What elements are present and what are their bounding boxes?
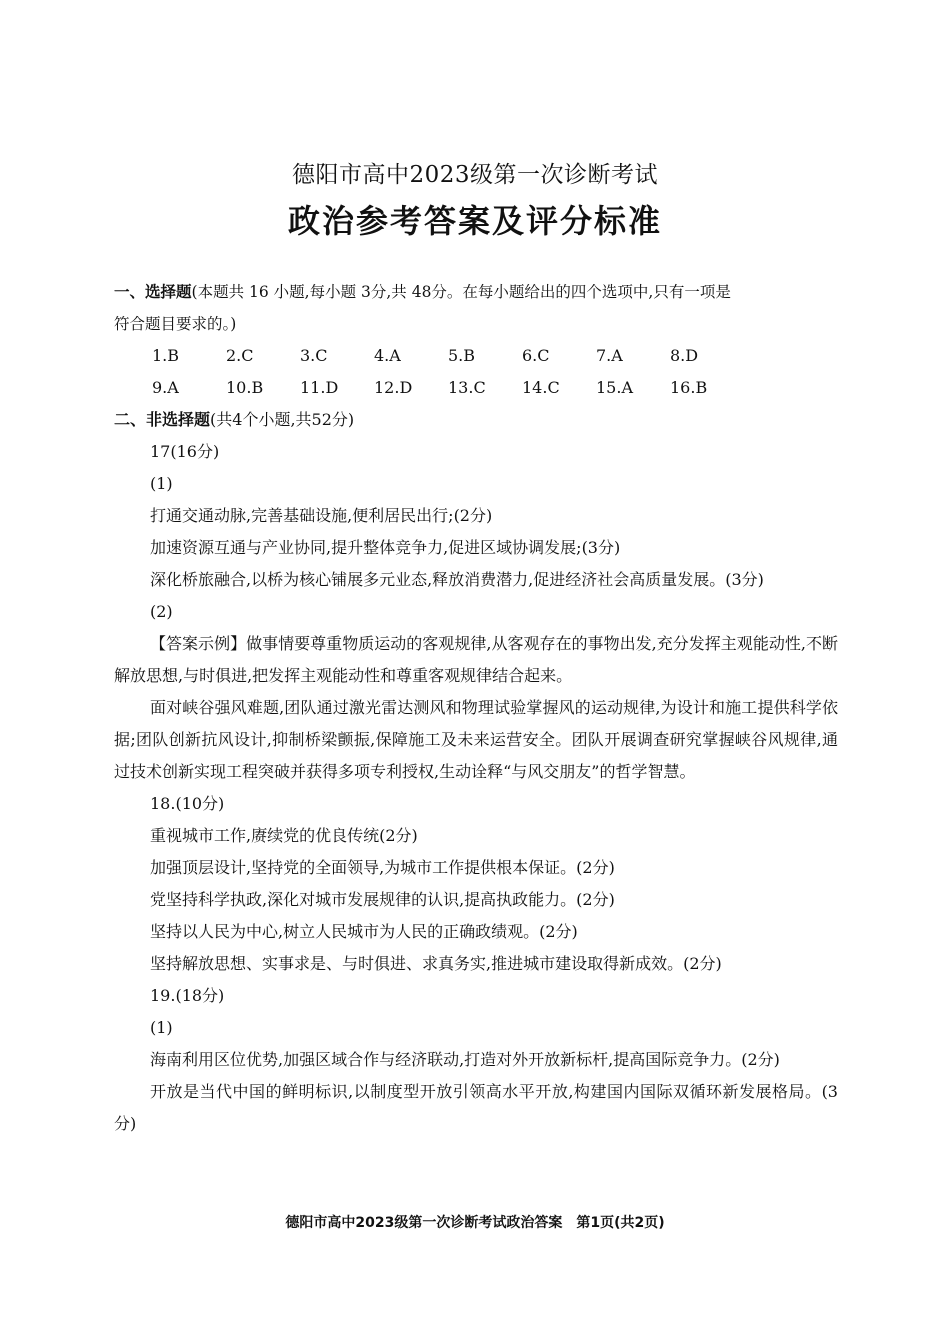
choice-answer: 2.C: [226, 346, 254, 365]
choice-answer: 11.D: [300, 378, 339, 397]
q17-answer-point: 深化桥旅融合,以桥为核心铺展多元业态,释放消费潜力,促进经济社会高质量发展。(3分): [150, 570, 764, 589]
q18-answer-point: 加强顶层设计,坚持党的全面领导,为城市工作提供根本保证。(2分): [150, 858, 615, 877]
choice-answer: 8.D: [670, 346, 699, 365]
q17-answer-point: 加速资源互通与产业协同,提升整体竞争力,促进区域协调发展;(3分): [150, 538, 621, 557]
choice-answer: 16.B: [670, 378, 708, 397]
choice-answer: 6.C: [522, 346, 550, 365]
choice-answer: 9.A: [152, 378, 179, 397]
choice-answer: 5.B: [448, 346, 476, 365]
section1-heading: 一、选择题: [114, 283, 192, 301]
section2-intro: [114, 404, 838, 436]
document-title: 政治参考答案及评分标准: [287, 202, 662, 240]
q19-part1-label: (1): [150, 1018, 173, 1037]
choice-answer: 4.A: [374, 346, 401, 365]
section2-desc: (共4个小题,共52分): [210, 410, 355, 429]
q19-answer-point: 开放是当代中国的鲜明标识,以制度型开放引领高水平开放,构建国内国际双循环新发展格局。(3分): [114, 1082, 838, 1133]
q17-label: 17(16分): [150, 442, 220, 461]
choice-answers-grid: [114, 340, 838, 404]
section1-desc-line1: (本题共 16 小题,每小题 3分,共 48分。在每小题给出的四个选项中,只有一项是: [191, 283, 731, 301]
q17-part1-label: (1): [150, 474, 173, 493]
section2-heading: 二、非选择题: [114, 410, 211, 429]
section1-desc-line2: 符合题目要求的。): [114, 315, 237, 333]
section1-intro: [114, 276, 838, 308]
q19-answer-point: 海南利用区位优势,加强区域合作与经济联动,打造对外开放新标杆,提高国际竞争力。(2分): [150, 1050, 780, 1069]
choice-answer: 14.C: [522, 378, 560, 397]
q17-answer-example: 【答案示例】做事情要尊重物质运动的客观规律,从客观存在的事物出发,充分发挥主观能动性,不断解放思想,与时俱进,把发挥主观能动性和尊重客观规律结合起来。: [114, 634, 838, 685]
choice-answer: 12.D: [374, 378, 413, 397]
q19-label: 19.(18分): [150, 986, 225, 1005]
exam-title: 德阳市高中2023级第一次诊断考试: [291, 162, 659, 188]
choice-answer: 10.B: [226, 378, 264, 397]
choice-answer: 1.B: [152, 346, 180, 365]
q18-label: 18.(10分): [150, 794, 225, 813]
choice-answer: 7.A: [596, 346, 623, 365]
q17-answer-point: 打通交通动脉,完善基础设施,便利居民出行;(2分): [150, 506, 493, 525]
q18-answer-point: 坚持以人民为中心,树立人民城市为人民的正确政绩观。(2分): [150, 922, 578, 941]
choice-answer: 15.A: [596, 378, 633, 397]
q18-answer-point: 坚持解放思想、实事求是、与时俱进、求真务实,推进城市建设取得新成效。(2分): [150, 954, 722, 973]
page-footer: 德阳市高中2023级第一次诊断考试政治答案 第1页(共2页): [285, 1215, 665, 1231]
q17-answer-paragraph: 面对峡谷强风难题,团队通过激光雷达测风和物理试验掌握风的运动规律,为设计和施工提供科学依据;团队创新抗风设计,抑制桥梁颤振,保障施工及未来运营安全。团队开展调查研究掌握峡谷风规律,通过技术创新实现工程突破并获得多项专利授权,生动诠释“与风交朋友”的哲学智慧。: [114, 698, 838, 781]
choice-answer: 13.C: [448, 378, 486, 397]
q17-part2-label: (2): [150, 602, 173, 621]
q18-answer-point: 重视城市工作,赓续党的优良传统(2分): [150, 826, 418, 845]
choice-answer: 3.C: [300, 346, 328, 365]
q18-answer-point: 党坚持科学执政,深化对城市发展规律的认识,提高执政能力。(2分): [150, 890, 615, 909]
answer-content: [114, 276, 838, 1140]
